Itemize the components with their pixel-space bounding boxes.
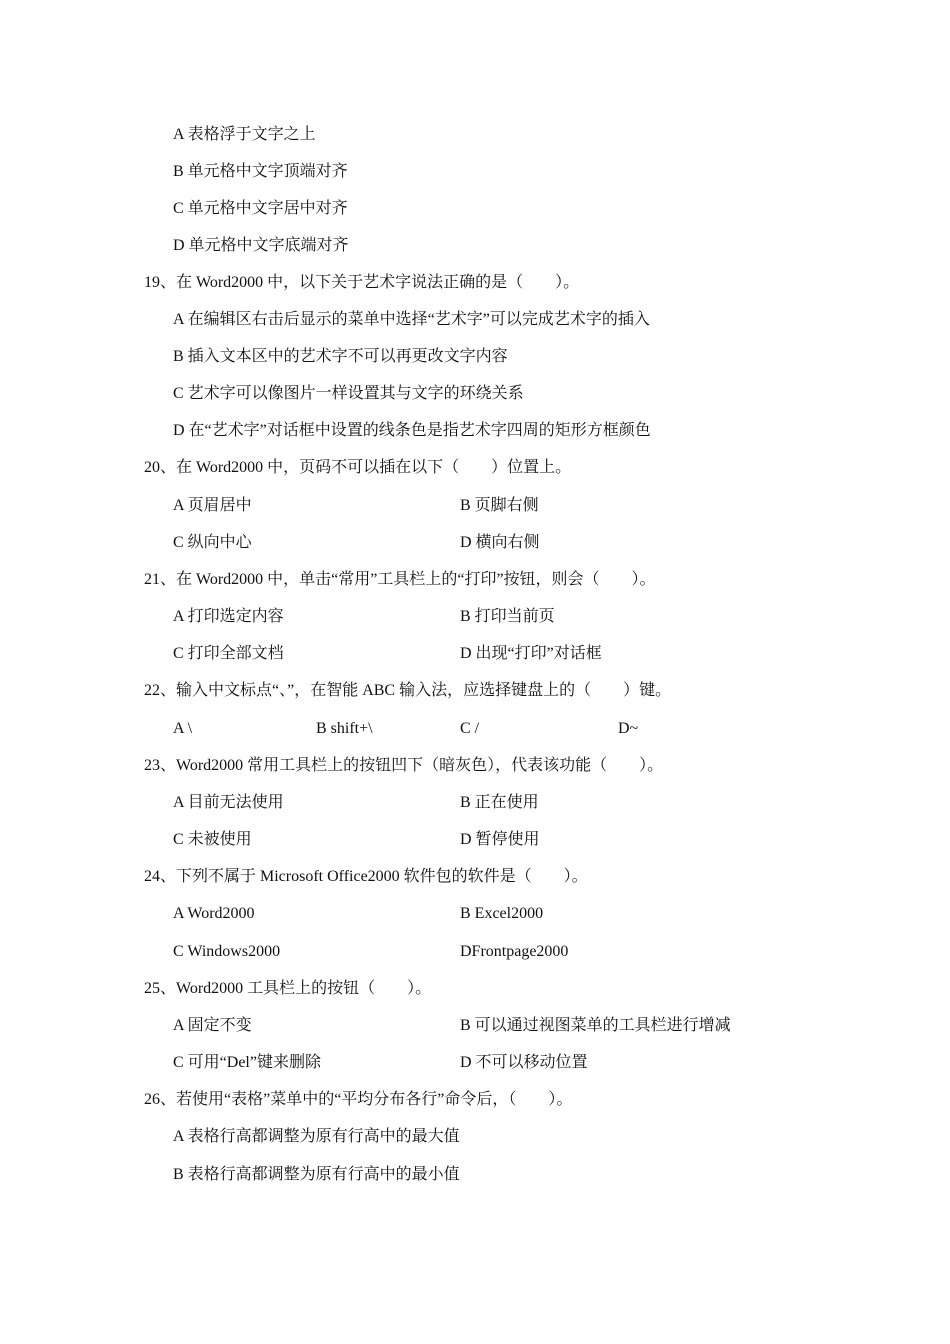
question-25-stem: 25、Word2000 工具栏上的按钮（ ）。 [144,980,432,997]
option-row [0,417,950,445]
question-20-stem: 20、在 Word2000 中，页码不可以插在以下（ ）位置上。 [144,459,572,476]
option-row [0,603,950,631]
option-row [0,715,950,743]
q20-option-d: D 横向右侧 [460,534,540,551]
option-c: C 单元格中文字居中对齐 [173,200,348,217]
option-row [0,158,950,186]
q21-option-d: D 出现“打印”对话框 [460,645,602,662]
q25-option-d: D 不可以移动位置 [460,1054,588,1071]
question-26-stem: 26、若使用“表格”菜单中的“平均分布各行”命令后，（ ）。 [144,1091,573,1108]
option-row [0,1012,950,1040]
option-row [0,492,950,520]
option-row [0,1161,950,1189]
option-row [0,900,950,928]
question-23-stem: 23、Word2000 常用工具栏上的按钮凹下（暗灰色），代表该功能（ ）。 [144,757,664,774]
q23-option-c: C 未被使用 [173,831,252,848]
q24-option-b: B Excel2000 [460,905,544,922]
q22-option-b: B shift+\ [316,720,373,737]
option-row [0,529,950,557]
option-row [0,1123,950,1151]
q19-option-c: C 艺术字可以像图片一样设置其与文字的环绕关系 [173,385,524,402]
option-row [0,195,950,223]
q20-option-a: A 页眉居中 [173,497,252,514]
q22-option-a: A \ [173,720,193,737]
q23-option-d: D 暂停使用 [460,831,540,848]
question-19-stem: 19、在 Word2000 中，以下关于艺术字说法正确的是（ ）。 [144,274,580,291]
question-21-stem: 21、在 Word2000 中，单击“常用”工具栏上的“打印”按钮，则会（ ）。 [144,571,656,588]
option-row [0,826,950,854]
option-row [0,380,950,408]
q23-option-b: B 正在使用 [460,794,539,811]
option-row [0,938,950,966]
q24-option-a: A Word2000 [173,905,255,922]
question-22-stem: 22、输入中文标点“、”，在智能 ABC 输入法，应选择键盘上的（ ）键。 [144,682,672,699]
q25-option-b: B 可以通过视图菜单的工具栏进行增减 [460,1017,731,1034]
q24-option-c: C Windows2000 [173,943,281,960]
option-row [0,121,950,149]
option-row [0,343,950,371]
q20-option-c: C 纵向中心 [173,534,252,551]
option-d: D 单元格中文字底端对齐 [173,237,349,254]
option-a: A 表格浮于文字之上 [173,126,316,143]
q19-option-b: B 插入文本区中的艺术字不可以再更改文字内容 [173,348,508,365]
q22-option-d: D~ [618,720,639,737]
q26-option-a: A 表格行高都调整为原有行高中的最大值 [173,1128,460,1145]
option-row [0,789,950,817]
q21-option-c: C 打印全部文档 [173,645,284,662]
q19-option-a: A 在编辑区右击后显示的菜单中选择“艺术字”可以完成艺术字的插入 [173,311,650,328]
option-b: B 单元格中文字顶端对齐 [173,163,348,180]
option-row [0,1049,950,1077]
option-row [0,306,950,334]
option-row [0,640,950,668]
q20-option-b: B 页脚右侧 [460,497,539,514]
q25-option-a: A 固定不变 [173,1017,252,1034]
q25-option-c: C 可用“Del”键来删除 [173,1054,321,1071]
q21-option-a: A 打印选定内容 [173,608,284,625]
q22-option-c: C / [460,720,480,737]
q26-option-b: B 表格行高都调整为原有行高中的最小值 [173,1166,460,1183]
q21-option-b: B 打印当前页 [460,608,555,625]
q19-option-d: D 在“艺术字”对话框中设置的线条色是指艺术字四周的矩形方框颜色 [173,422,651,439]
q24-option-d: DFrontpage2000 [460,943,569,960]
question-24-stem: 24、下列不属于 Microsoft Office2000 软件包的软件是（ ）。 [144,868,588,885]
option-row [0,232,950,260]
q23-option-a: A 目前无法使用 [173,794,284,811]
